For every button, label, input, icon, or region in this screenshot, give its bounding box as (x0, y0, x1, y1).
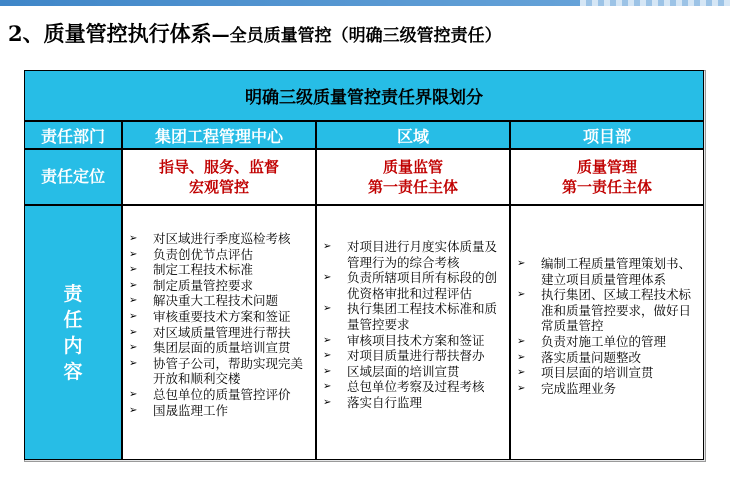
responsibility-text: 总包单位考察及过程考核 (347, 379, 485, 395)
arrow-bullet-icon: ➢ (517, 382, 526, 394)
responsibility-item (129, 309, 313, 325)
responsibility-item (517, 381, 701, 397)
responsibility-text: 审核重要技术方案和签证 (153, 308, 291, 324)
arrow-bullet-icon: ➢ (129, 404, 138, 416)
content-label-char: 容 (63, 360, 83, 383)
department-region: 区域 (316, 121, 510, 149)
responsibility-item (129, 247, 313, 263)
arrow-bullet-icon: ➢ (517, 351, 526, 363)
arrow-bullet-icon: ➢ (517, 258, 526, 269)
responsibility-list (323, 239, 507, 411)
table-title: 明确三级质量管控责任界限划分 (24, 70, 704, 121)
row-label-department: 责任部门 (24, 121, 122, 149)
page-heading (8, 18, 502, 48)
row-label-positioning: 责任定位 (24, 149, 122, 205)
heading-title: 质量管控执行体系 (43, 22, 212, 46)
responsibility-item (517, 365, 701, 381)
department-group-center: 集团工程管理中心 (122, 121, 316, 149)
arrow-bullet-icon: ➢ (323, 381, 332, 393)
responsibility-item (129, 340, 313, 356)
responsibility-item (129, 403, 313, 419)
arrow-bullet-icon: ➢ (129, 342, 138, 354)
responsibility-list (129, 231, 313, 418)
responsibility-text: 对区域质量管理进行帮扶 (153, 324, 291, 340)
positioning-line: 第一责任主体 (561, 178, 652, 196)
heading-number: 2、 (8, 21, 44, 46)
responsibility-list (517, 256, 701, 396)
responsibility-text: 对项目质量进行帮扶督办 (347, 348, 485, 364)
arrow-bullet-icon: ➢ (323, 396, 332, 408)
heading-subtitle: 全员质量管控（明确三级管控责任） (229, 26, 502, 46)
responsibility-item (129, 278, 313, 294)
responsibility-item (129, 262, 313, 278)
positioning-line: 第一责任主体 (367, 178, 458, 196)
responsibility-item (129, 356, 313, 387)
top-decoration (580, 0, 730, 6)
responsibility-text: 审核项目技术方案和签证 (347, 332, 485, 348)
responsibility-text: 项目层面的培训宣贯 (541, 365, 654, 381)
responsibility-text: 落实质量问题整改 (541, 349, 642, 365)
arrow-bullet-icon: ➢ (323, 350, 332, 362)
content-project (510, 205, 704, 460)
responsibility-text: 解决重大工程技术问题 (153, 293, 279, 309)
positioning-region (316, 149, 510, 205)
department-project: 项目部 (510, 121, 704, 149)
responsibility-text: 负责创优节点评估 (153, 246, 254, 262)
responsibility-text: 制定质量管控要求 (153, 277, 254, 293)
responsibility-text: 集团层面的质量培训宣贯 (153, 340, 291, 356)
arrow-bullet-icon: ➢ (323, 241, 332, 252)
positioning-line: 宏观管控 (188, 178, 249, 196)
responsibility-text: 对项目进行月度实体质量及管理行为的综合考核 (347, 239, 498, 270)
positioning-project (510, 149, 704, 205)
responsibility-item (323, 348, 507, 364)
responsibility-text: 编制工程质量管理策划书、建立项目质量管理体系 (541, 256, 692, 287)
positioning-group-center (122, 149, 316, 205)
responsibility-item (517, 334, 701, 350)
content-label-char: 任 (63, 308, 83, 331)
arrow-bullet-icon: ➢ (129, 264, 138, 276)
responsibility-item (129, 325, 313, 341)
responsibility-item (323, 395, 507, 411)
responsibility-text: 负责所辖项目所有标段的创优资格审批和过程评估 (347, 270, 498, 301)
content-region (316, 205, 510, 460)
arrow-bullet-icon: ➢ (129, 357, 138, 369)
arrow-bullet-icon: ➢ (323, 365, 332, 377)
responsibility-text: 区域层面的培训宣贯 (347, 363, 460, 379)
responsibility-text: 落实自行监理 (347, 394, 423, 410)
responsibility-item (323, 270, 507, 301)
arrow-bullet-icon: ➢ (517, 289, 526, 301)
responsibility-text: 执行集团、区域工程技术标准和质量管控要求，做好日常质量管控 (541, 287, 692, 334)
arrow-bullet-icon: ➢ (323, 303, 332, 315)
responsibility-item (129, 293, 313, 309)
positioning-line: 指导、服务、监督 (158, 158, 279, 176)
arrow-bullet-icon: ➢ (323, 334, 332, 346)
responsibility-item (323, 364, 507, 380)
content-label-char: 内 (63, 334, 83, 357)
arrow-bullet-icon: ➢ (517, 367, 526, 379)
responsibility-text: 制定工程技术标准 (153, 262, 254, 278)
positioning-line: 质量监管 (382, 158, 443, 176)
arrow-bullet-icon: ➢ (517, 335, 526, 347)
arrow-bullet-icon: ➢ (129, 388, 138, 400)
responsibility-item (517, 287, 701, 334)
responsibility-text: 对区域进行季度巡检考核 (153, 231, 291, 246)
responsibility-item (517, 256, 701, 287)
responsibility-text: 完成监理业务 (541, 380, 617, 396)
arrow-bullet-icon: ➢ (129, 295, 138, 307)
responsibility-item (323, 301, 507, 332)
responsibility-item (517, 350, 701, 366)
content-group-center (122, 205, 316, 460)
responsibility-text: 总包单位的质量管控评价 (153, 386, 291, 402)
content-label-char: 责 (63, 282, 83, 305)
row-label-content (24, 205, 122, 460)
arrow-bullet-icon: ➢ (129, 310, 138, 322)
responsibility-text: 负责对施工单位的管理 (541, 333, 667, 349)
arrow-bullet-icon: ➢ (129, 233, 138, 244)
responsibility-item (323, 333, 507, 349)
responsibility-text: 执行集团工程技术标准和质量管控要求 (347, 301, 498, 332)
responsibility-item (323, 379, 507, 395)
responsibility-item (129, 387, 313, 403)
responsibility-text: 协管子公司，帮助实现完美开放和顺利交楼 (153, 355, 304, 387)
positioning-line: 质量管理 (576, 158, 637, 176)
responsibility-text: 国晟监理工作 (153, 402, 229, 418)
arrow-bullet-icon: ➢ (129, 248, 138, 260)
arrow-bullet-icon: ➢ (323, 272, 332, 284)
arrow-bullet-icon: ➢ (129, 326, 138, 338)
responsibility-item (323, 239, 507, 270)
heading-dash: — (211, 25, 230, 46)
arrow-bullet-icon: ➢ (129, 279, 138, 291)
responsibility-item (129, 231, 313, 247)
